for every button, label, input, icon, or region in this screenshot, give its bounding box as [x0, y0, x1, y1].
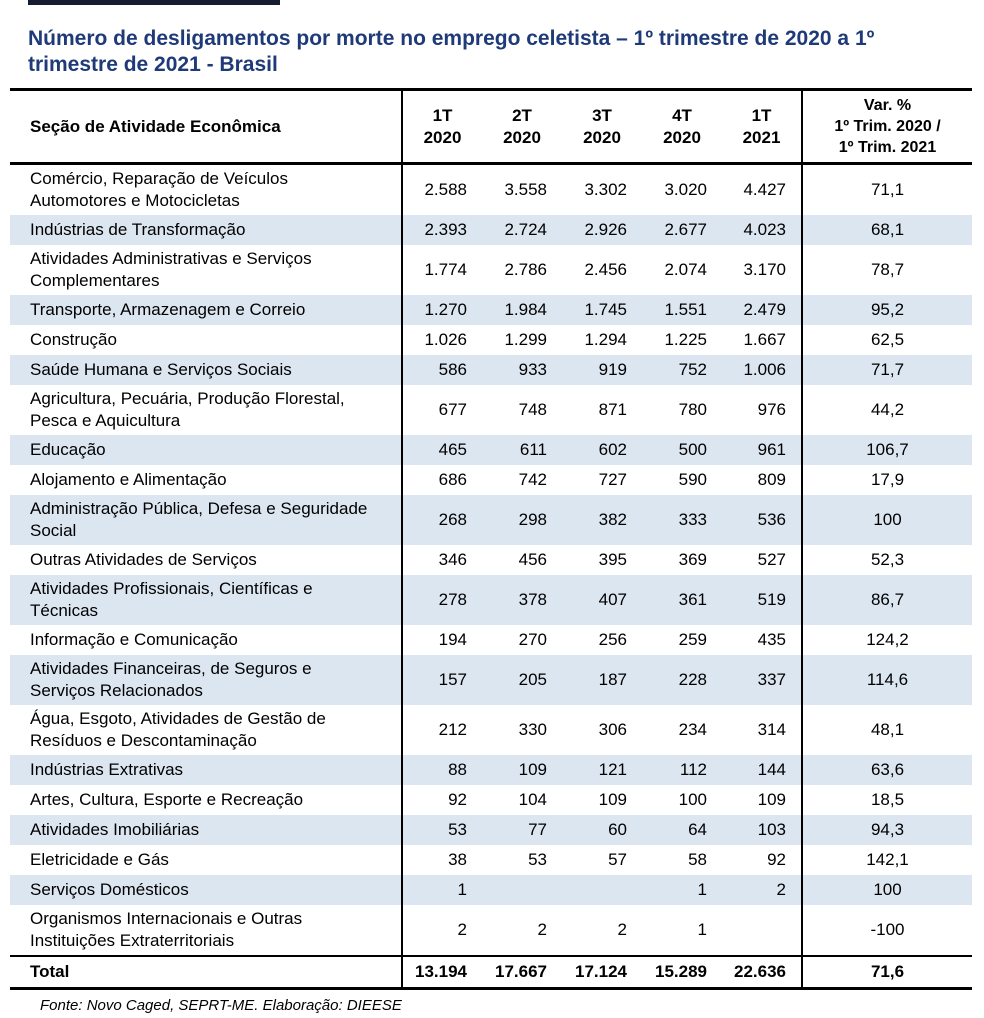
quarter-value-cell: 742: [518, 470, 547, 489]
quarter-value-cell: 2.588: [402, 164, 482, 216]
quarter-value-cell: 270: [518, 630, 547, 649]
variation-cell: 44,2: [802, 385, 972, 435]
variation-cell: 114,6: [802, 655, 972, 705]
total-value-cell: 17.667: [495, 961, 547, 981]
variation-cell: 48,1: [802, 705, 972, 755]
quarter-value-cell: 976: [757, 400, 786, 419]
quarter-value-cell: 212: [402, 705, 482, 755]
quarter-value-cell: 77: [528, 820, 547, 839]
page-title: Número de desligamentos por morte no emprego celetista – 1º trimestre de 2020 a 1º trimestre de 2021 - Brasil: [28, 27, 875, 76]
quarter-value-cell: 1.774: [402, 245, 482, 295]
quarter-value-cell: 330: [518, 720, 547, 739]
quarter-value-cell: 109: [757, 790, 786, 809]
quarter-value-cell: 121: [598, 760, 627, 779]
quarter-value-cell: 53: [528, 850, 547, 869]
activity-section-cell: Organismos Internacionais e Outras Instituições Extraterritoriais: [30, 909, 303, 950]
quarter-value-cell: 2: [402, 905, 482, 956]
activity-section-cell: Atividades Profissionais, Científicas e Técnicas: [30, 579, 313, 620]
quarter-value-cell: 109: [518, 760, 547, 779]
quarter-value-cell: 92: [402, 785, 482, 815]
column-header-1t2021: 1T 2021: [742, 105, 781, 147]
quarter-value-cell: 4.427: [743, 180, 786, 199]
dismissals-by-death-table: [10, 88, 972, 990]
quarter-value-cell: 1.551: [664, 300, 707, 319]
variation-cell: 95,2: [802, 295, 972, 325]
quarter-value-cell: 933: [518, 360, 547, 379]
quarter-value-cell: 1.667: [743, 330, 786, 349]
quarter-value-cell: 2: [537, 920, 547, 939]
quarter-value-cell: 57: [608, 850, 627, 869]
quarter-value-cell: 919: [598, 360, 627, 379]
quarter-value-cell: 194: [402, 625, 482, 655]
table-row: [10, 785, 972, 815]
quarter-value-cell: 2.074: [664, 260, 707, 279]
variation-cell: 18,5: [802, 785, 972, 815]
activity-section-cell: Educação: [30, 440, 106, 459]
variation-cell: 100: [802, 495, 972, 545]
total-value-cell: 13.194: [402, 956, 482, 988]
quarter-value-cell: 337: [757, 670, 786, 689]
quarter-value-cell: 2.786: [504, 260, 547, 279]
quarter-value-cell: 2.456: [584, 260, 627, 279]
quarter-value-cell: 456: [518, 550, 547, 569]
quarter-value-cell: 306: [598, 720, 627, 739]
quarter-value-cell: 234: [678, 720, 707, 739]
quarter-value-cell: 104: [518, 790, 547, 809]
quarter-value-cell: 590: [678, 470, 707, 489]
quarter-value-cell: [562, 875, 642, 905]
source-note: Fonte: Novo Caged, SEPRT-ME. Elaboração: DIEESE: [40, 996, 402, 1014]
quarter-value-cell: 435: [757, 630, 786, 649]
quarter-value-cell: 109: [598, 790, 627, 809]
table-row: [10, 245, 972, 295]
quarter-value-cell: 536: [757, 510, 786, 529]
quarter-value-cell: 298: [518, 510, 547, 529]
activity-section-cell: Construção: [30, 330, 117, 349]
quarter-value-cell: 268: [402, 495, 482, 545]
quarter-value-cell: 500: [678, 440, 707, 459]
table-row: [10, 295, 972, 325]
quarter-value-cell: 60: [608, 820, 627, 839]
quarter-value-cell: 4.023: [743, 220, 786, 239]
variation-cell: 142,1: [802, 845, 972, 875]
quarter-value-cell: 602: [598, 440, 627, 459]
quarter-value-cell: 256: [598, 630, 627, 649]
quarter-value-cell: 382: [598, 510, 627, 529]
quarter-value-cell: 378: [518, 590, 547, 609]
quarter-value-cell: 1: [697, 880, 707, 899]
quarter-value-cell: 1: [402, 875, 482, 905]
column-header-1t2020: 1T 2020: [402, 90, 482, 164]
quarter-value-cell: 748: [518, 400, 547, 419]
variation-cell: 124,2: [802, 625, 972, 655]
variation-cell: 78,7: [802, 245, 972, 295]
quarter-value-cell: 64: [688, 820, 707, 839]
total-variation-cell: 71,6: [802, 956, 972, 988]
quarter-value-cell: 3.558: [504, 180, 547, 199]
quarter-value-cell: 103: [757, 820, 786, 839]
quarter-value-cell: 3.302: [584, 180, 627, 199]
quarter-value-cell: 1.270: [402, 295, 482, 325]
activity-section-cell: Administração Pública, Defesa e Seguridade Social: [30, 499, 368, 540]
quarter-value-cell: 88: [402, 755, 482, 785]
quarter-value-cell: 2: [776, 880, 786, 899]
quarter-value-cell: 2.393: [402, 215, 482, 245]
variation-cell: -100: [802, 905, 972, 956]
variation-cell: 86,7: [802, 575, 972, 625]
quarter-value-cell: 1.299: [504, 330, 547, 349]
quarter-value-cell: [482, 875, 562, 905]
variation-cell: 68,1: [802, 215, 972, 245]
quarter-value-cell: 144: [757, 760, 786, 779]
activity-section-cell: Serviços Domésticos: [30, 880, 189, 899]
quarter-value-cell: 780: [678, 400, 707, 419]
variation-cell: 106,7: [802, 435, 972, 465]
activity-section-cell: Atividades Imobiliárias: [30, 820, 200, 839]
quarter-value-cell: 686: [402, 465, 482, 495]
activity-section-cell: Indústrias Extrativas: [30, 760, 184, 779]
quarter-value-cell: 2.724: [504, 220, 547, 239]
quarter-value-cell: 2.479: [743, 300, 786, 319]
activity-section-cell: Eletricidade e Gás: [30, 850, 169, 869]
activity-section-cell: Atividades Financeiras, de Seguros e Serviços Relacionados: [30, 659, 312, 700]
quarter-value-cell: 361: [678, 590, 707, 609]
quarter-value-cell: 314: [757, 720, 786, 739]
activity-section-cell: Outras Atividades de Serviços: [30, 550, 257, 569]
quarter-value-cell: 92: [767, 850, 786, 869]
activity-section-cell: Alojamento e Alimentação: [30, 470, 227, 489]
quarter-value-cell: 395: [598, 550, 627, 569]
table-row: [10, 575, 972, 625]
activity-section-cell: Artes, Cultura, Esporte e Recreação: [30, 790, 304, 809]
quarter-value-cell: 3.170: [743, 260, 786, 279]
quarter-value-cell: 961: [757, 440, 786, 459]
quarter-value-cell: 1.026: [402, 325, 482, 355]
quarter-value-cell: 2: [617, 920, 627, 939]
table-row: [10, 875, 972, 905]
quarter-value-cell: 586: [402, 355, 482, 385]
quarter-value-cell: 727: [598, 470, 627, 489]
table-row: [10, 625, 972, 655]
activity-section-cell: Agricultura, Pecuária, Produção Florestal, Pesca e Aquicultura: [30, 389, 345, 430]
activity-section-cell: Atividades Administrativas e Serviços Complementares: [30, 249, 312, 290]
quarter-value-cell: 2.677: [664, 220, 707, 239]
table-row: [10, 164, 972, 216]
quarter-value-cell: 809: [757, 470, 786, 489]
quarter-value-cell: 157: [402, 655, 482, 705]
total-value-cell: 22.636: [734, 961, 786, 981]
table-row: [10, 705, 972, 755]
table-row: [10, 905, 972, 956]
table-row: [10, 355, 972, 385]
top-partial-rule: [28, 0, 280, 5]
activity-section-cell: Transporte, Armazenagem e Correio: [30, 300, 306, 319]
quarter-value-cell: 112: [679, 760, 707, 779]
quarter-value-cell: 1: [697, 920, 707, 939]
table-header-row: [10, 90, 972, 164]
table-row: [10, 495, 972, 545]
variation-cell: 100: [802, 875, 972, 905]
table-row: [10, 545, 972, 575]
quarter-value-cell: 677: [402, 385, 482, 435]
quarter-value-cell: 278: [402, 575, 482, 625]
quarter-value-cell: 346: [402, 545, 482, 575]
variation-cell: 71,1: [802, 164, 972, 216]
activity-section-cell: Informação e Comunicação: [30, 630, 238, 649]
quarter-value-cell: 53: [402, 815, 482, 845]
quarter-value-cell: 205: [518, 670, 547, 689]
quarter-value-cell: 228: [678, 670, 707, 689]
table-row: [10, 435, 972, 465]
quarter-value-cell: 369: [678, 550, 707, 569]
column-header-4t2020: 4T 2020: [663, 105, 701, 147]
quarter-value-cell: 1.984: [504, 300, 547, 319]
variation-cell: 17,9: [802, 465, 972, 495]
table-row: [10, 385, 972, 435]
total-value-cell: 17.124: [575, 961, 627, 981]
total-value-cell: 15.289: [655, 961, 707, 981]
variation-cell: 62,5: [802, 325, 972, 355]
quarter-value-cell: 58: [688, 850, 707, 869]
quarter-value-cell: 527: [757, 550, 786, 569]
quarter-value-cell: 1.745: [584, 300, 627, 319]
variation-cell: 52,3: [802, 545, 972, 575]
activity-section-cell: Água, Esgoto, Atividades de Gestão de Resíduos e Descontaminação: [30, 709, 326, 750]
table-row: [10, 655, 972, 705]
quarter-value-cell: 3.020: [664, 180, 707, 199]
column-header-section: Seção de Atividade Econômica: [30, 116, 281, 136]
variation-cell: 63,6: [802, 755, 972, 785]
table-row: [10, 465, 972, 495]
quarter-value-cell: 465: [402, 435, 482, 465]
table-row: [10, 325, 972, 355]
quarter-value-cell: [722, 905, 802, 956]
quarter-value-cell: 100: [678, 790, 707, 809]
variation-cell: 94,3: [802, 815, 972, 845]
table-row: [10, 815, 972, 845]
quarter-value-cell: 519: [757, 590, 786, 609]
quarter-value-cell: 333: [678, 510, 707, 529]
variation-cell: 71,7: [802, 355, 972, 385]
table-row: [10, 755, 972, 785]
table-row: [10, 215, 972, 245]
quarter-value-cell: 1.225: [664, 330, 707, 349]
quarter-value-cell: 1.294: [584, 330, 627, 349]
column-header-variation: Var. % 1º Trim. 2020 / 1º Trim. 2021: [802, 90, 972, 164]
table-row: [10, 845, 972, 875]
column-header-2t2020: 2T 2020: [503, 105, 541, 147]
activity-section-cell: Saúde Humana e Serviços Sociais: [30, 360, 292, 379]
activity-section-cell: Indústrias de Transformação: [30, 220, 246, 239]
quarter-value-cell: 407: [598, 590, 627, 609]
total-label: Total: [30, 961, 70, 981]
quarter-value-cell: 38: [402, 845, 482, 875]
activity-section-cell: Comércio, Reparação de Veículos Automotores e Motocicletas: [30, 169, 288, 210]
quarter-value-cell: 871: [598, 400, 627, 419]
quarter-value-cell: 752: [678, 360, 707, 379]
column-header-3t2020: 3T 2020: [583, 105, 621, 147]
total-row: [10, 956, 972, 988]
quarter-value-cell: 2.926: [584, 220, 627, 239]
quarter-value-cell: 611: [519, 440, 547, 459]
quarter-value-cell: 187: [598, 670, 627, 689]
quarter-value-cell: 1.006: [743, 360, 786, 379]
quarter-value-cell: 259: [678, 630, 707, 649]
